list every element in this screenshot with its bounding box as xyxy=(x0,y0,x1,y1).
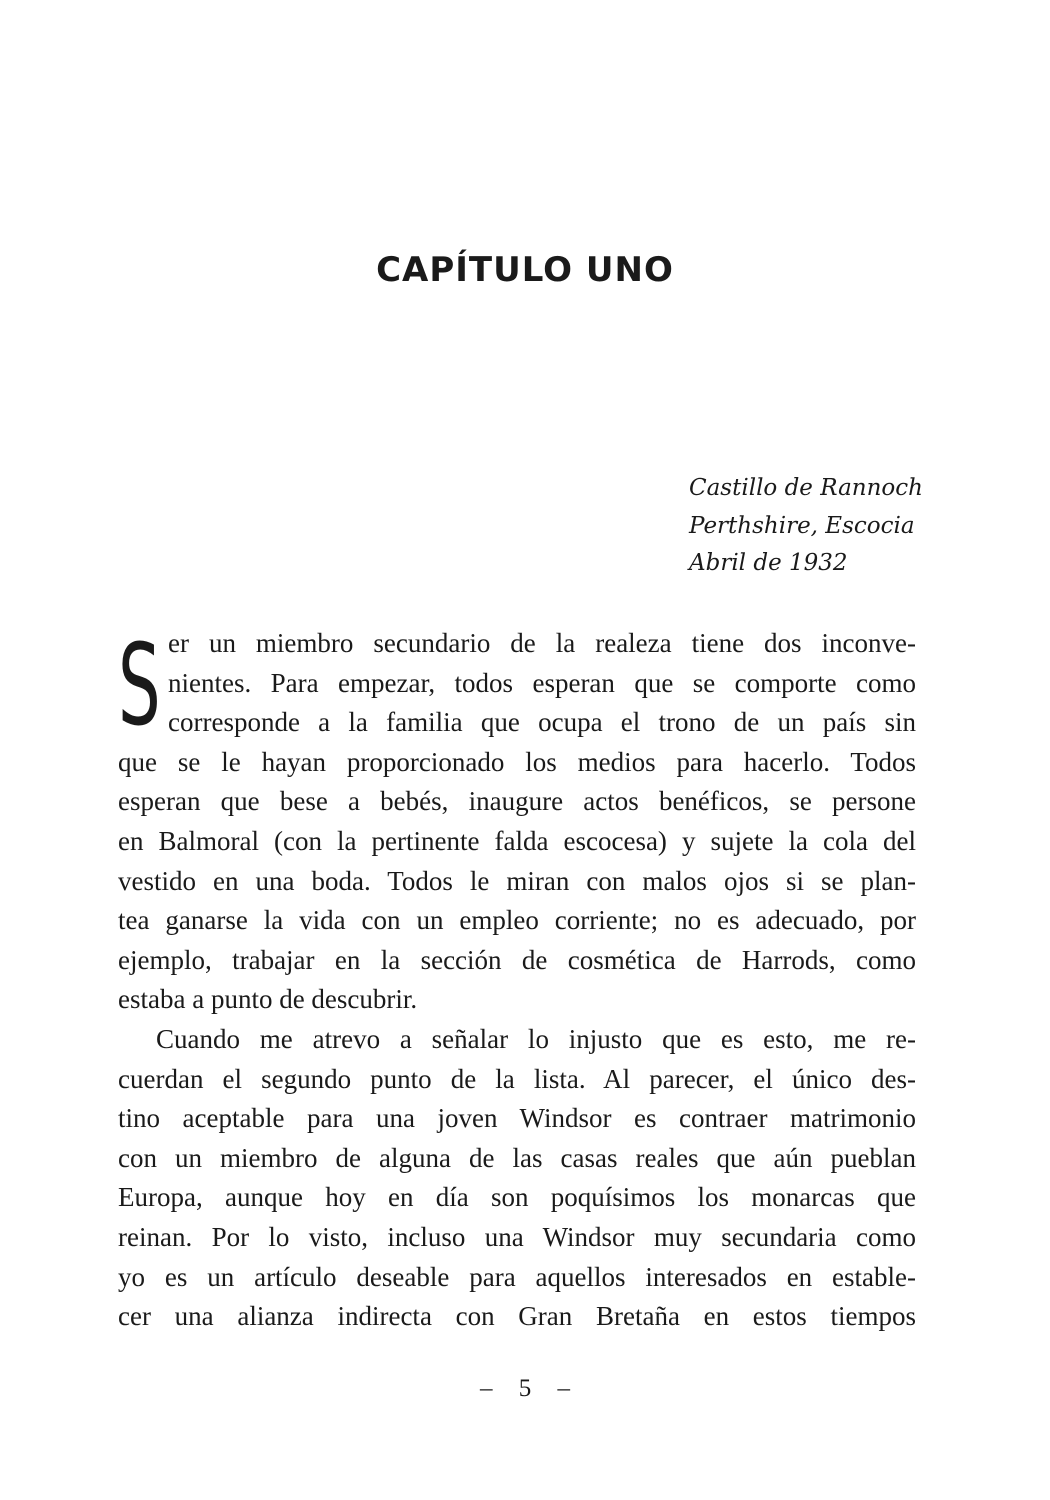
epigraph-line: Perthshire, Escocia xyxy=(689,512,915,539)
text-line: Cuando me atrevo a señalar lo injusto que es esto, me re- xyxy=(156,1023,916,1054)
page-number: – 5 – xyxy=(480,1375,570,1402)
text-line: nientes. Para empezar, todos esperan que se comporte como xyxy=(168,667,916,698)
text-line: vestido en una boda. Todos le miran con malos ojos si se plan- xyxy=(118,865,916,896)
text-line: yo es un artículo deseable para aquellos interesados en estable- xyxy=(118,1261,916,1292)
text-line: tea ganarse la vida con un empleo corriente; no es adecuado, por xyxy=(118,905,916,936)
paragraph-1 xyxy=(118,621,916,1020)
text-line: estaba a punto de descubrir. xyxy=(118,984,418,1015)
text-line: esperan que bese a bebés, inaugure actos benéficos, se persone xyxy=(118,786,916,817)
body-text xyxy=(118,621,916,1337)
text-line: cer una alianza indirecta con Gran Bretaña en estos tiempos xyxy=(118,1301,916,1332)
text-line: que se le hayan proporcionado los medios para hacerlo. Todos xyxy=(118,746,916,777)
paragraph-2 xyxy=(118,1020,916,1337)
text-line: con un miembro de alguna de las casas reales que aún pueblan xyxy=(118,1142,916,1173)
epigraph-place-date xyxy=(689,470,923,583)
text-line: en Balmoral (con la pertinente falda escocesa) y sujete la cola del xyxy=(118,825,916,856)
text-line: corresponde a la familia que ocupa el trono de un país sin xyxy=(168,707,916,738)
drop-cap: S xyxy=(118,621,161,751)
epigraph-line: Castillo de Rannoch xyxy=(689,475,923,501)
chapter-title: CAPÍTULO UNO xyxy=(376,250,674,290)
text-line: tino aceptable para una joven Windsor es contraer matrimonio xyxy=(118,1103,916,1134)
text-line: cuerdan el segundo punto de la lista. Al parecer, el único des- xyxy=(118,1063,916,1094)
text-line: ejemplo, trabajar en la sección de cosmética de Harrods, como xyxy=(118,944,916,975)
text-line: er un miembro secundario de la realeza tiene dos inconve- xyxy=(168,628,916,658)
text-line: reinan. Por lo visto, incluso una Windsor muy secundaria como xyxy=(118,1221,916,1252)
epigraph-line: Abril de 1932 xyxy=(689,550,848,576)
text-line: Europa, aunque hoy en día son poquísimos los monarcas que xyxy=(118,1182,916,1213)
